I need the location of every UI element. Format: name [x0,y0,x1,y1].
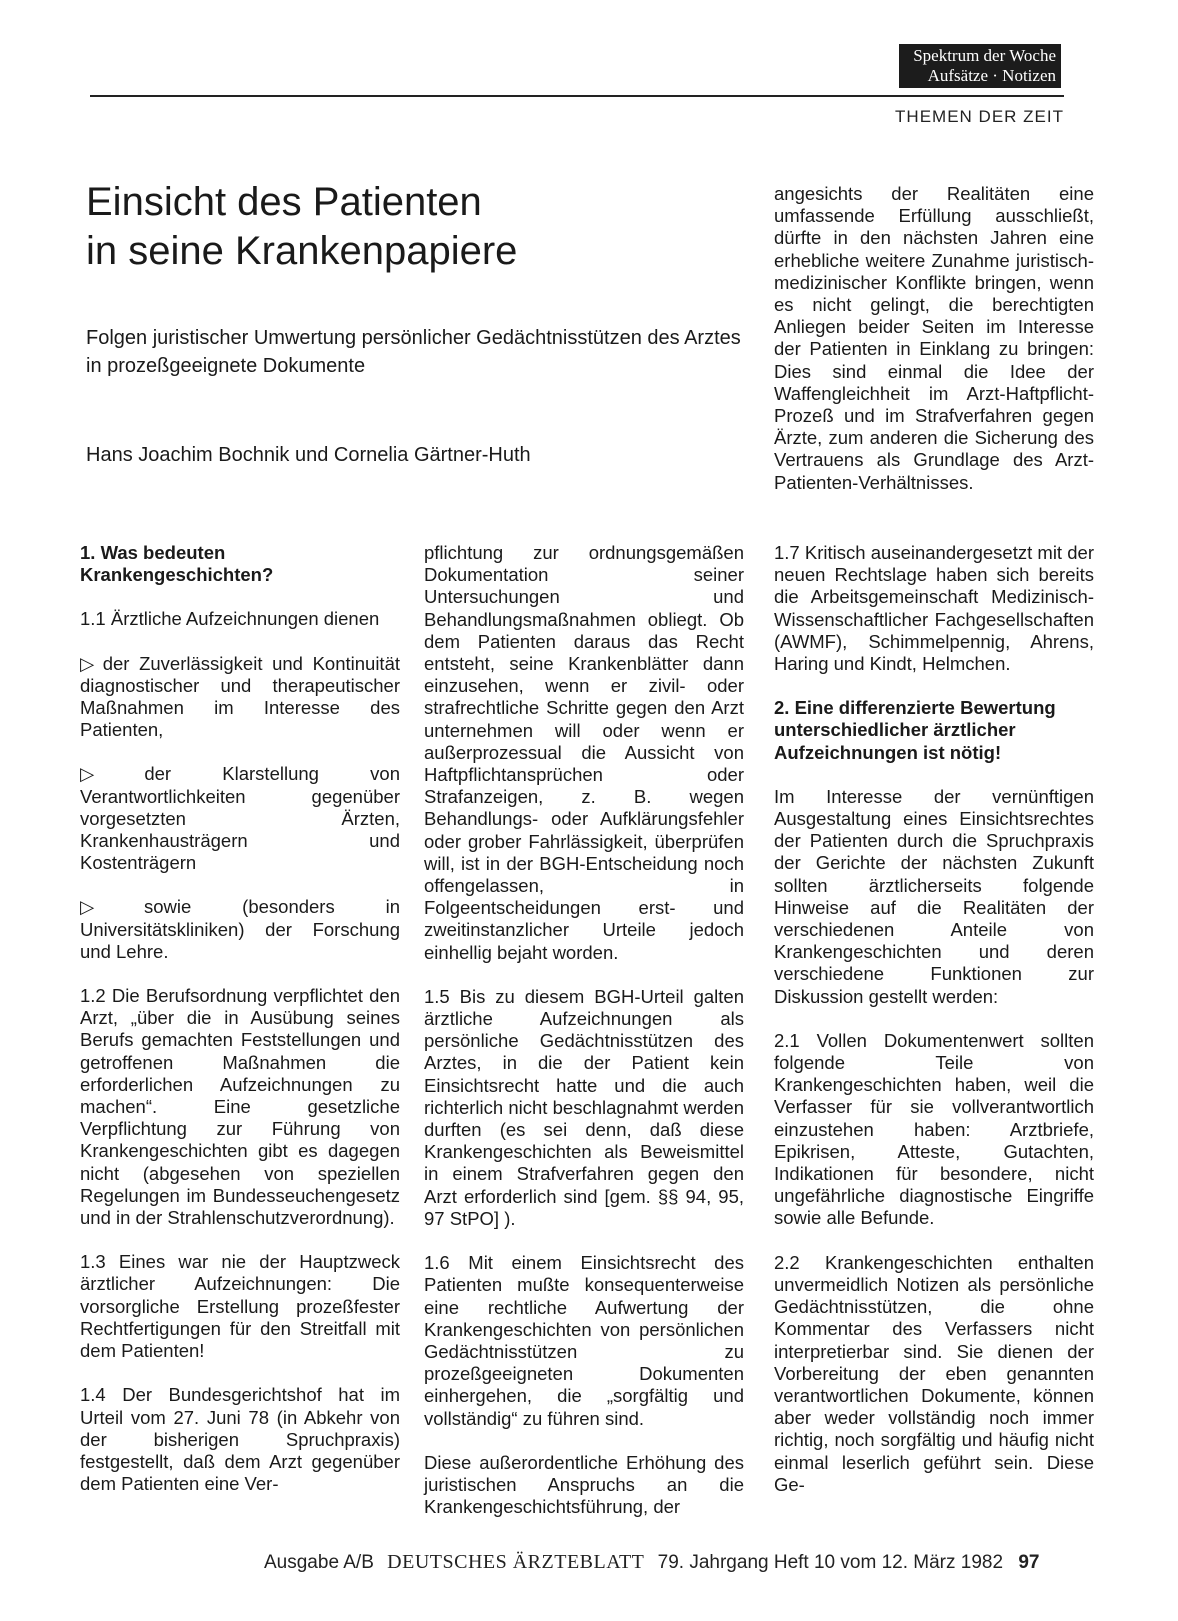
column-2 [424,542,744,1518]
bullet-item-2 [80,763,400,874]
column-1 [80,542,400,1495]
paragraph-1-7: 1.7 Kritisch auseinandergesetzt mit der neuen Rechtslage haben sich bereits die Arbeitsgemeinschaft Medizinisch-Wissenschaftlicher Fachgesellschaften (AWMF), Schimmelpennig, Ahrens, Haring und Kindt, Helmchen. [774,542,1094,675]
footer-issue: 79. Jahrgang Heft 10 vom 12. März 1982 [657,1552,1004,1573]
bullet-text-2: der Klarstellung von Verantwortlichkeiten gegenüber vorgesetzten Ärzten, Krankenhausträgern und Kostenträgern [80,763,400,874]
intro-column [774,183,1094,494]
bullet-item-3 [80,896,400,963]
section-2-heading: 2. Eine differenzierte Bewertung unterschiedlicher ärztlicher Aufzeichnungen ist nötig! [774,697,1056,763]
article-title [86,178,726,276]
badge-line-1: Spektrum der Woche [913,46,1056,65]
header-rule [90,95,1064,97]
section-1-heading: 1. Was bedeuten Krankengeschichten? [80,542,274,586]
paragraph-2-intro: Im Interesse der vernünftigen Ausgestaltung eines Einsichtsrechtes der Patienten durch die Spruchpraxis der Gerichte der nächsten Zukunft sollten ärztlicherseits folgende Hinweise auf die Realitäten der verschiedenen Anteile von Krankengeschichten und deren verschiedene Funktionen zur Diskussion gestellt werden: [774,785,1094,1007]
paragraph-1-6-continued: Diese außerordentliche Erhöhung des juristischen Anspruchs an die Krankengeschichtsführung, der [424,1451,744,1518]
paragraph-1-4-continued: pflichtung zur ordnungsgemäßen Dokumentation seiner Untersuchungen und Behandlungsmaßnahmen obliegt. Ob dem Patienten daraus das Recht entsteht, seine Krankenblätter dann einzusehen, wenn er zivil- oder strafrechtliche Schritte gegen den Arzt unternehmen will oder wenn er außerprozessual die Aussicht von Haftpflichtansprüchen oder Strafanzeigen, z. B. wegen Behandlungs- oder Aufklärungsfehler oder grober Fahrlässigkeit, überprüfen will, ist in der BGH-Entscheidung noch offengelassen, in Folgeentscheidungen erst- und zweitinstanzlicher Urteile jedoch einhellig bejaht worden. [424,542,744,963]
paragraph-1-4: 1.4 Der Bundesgerichtshof hat im Urteil vom 27. Juni 78 (in Abkehr von der bisherigen Spruchpraxis) festgestellt, daß dem Arzt gegenüber dem Patienten eine Ver- [80,1384,400,1495]
paragraph-1-6: 1.6 Mit einem Einsichtsrecht des Patienten mußte konsequenterweise eine rechtliche Aufwertung der Krankengeschichten von persönlichen Gedächtnisstützen zu prozeßgeeigneten Dokumenten einhergehen, die „sorgfältig und vollständig“ zu führen sind. [424,1252,744,1429]
bullet-text-1: der Zuverlässigkeit und Kontinuität diagnostischer und therapeutischer Maßnahmen im Interesse des Patienten, [80,652,400,741]
intro-paragraph: angesichts der Realitäten eine umfassende Erfüllung ausschließt, dürfte in den nächsten Jahren eine erhebliche weitere Zunahme juristisch-medizinischer Konflikte bringen, wenn es nicht gelingt, die berechtigten Anliegen beider Seiten im Interesse der Patienten in Einklang zu bringen: Dies sind einmal die Idee der Waffengleichheit im Arzt-Haftpflicht-Prozeß und im Strafverfahren gegen Ärzte, zum anderen die Sicherung des Vertrauens als Grundlage des Arzt-Patienten-Verhältnisses. [774,183,1094,493]
footer-edition: Ausgabe A/B [264,1552,374,1573]
paragraph-2-1: 2.1 Vollen Dokumentenwert sollten folgende Teile von Krankengeschichten haben, weil die Verfasser für sie vollverantwortlich einzustehen haben: Arztbriefe, Epikrisen, Atteste, Gutachten, Indikationen für besondere, nicht ungefährliche diagnostische Eingriffe sowie alle Befunde. [774,1029,1094,1229]
paragraph-1-3: 1.3 Eines war nie der Hauptzweck ärztlicher Aufzeichnungen: Die vorsorgliche Erstellung prozeßfester Rechtfertigungen für den Streitfall mit dem Patienten! [80,1251,400,1362]
section-badge [899,44,1061,88]
paragraph-1-2: 1.2 Die Berufsordnung verpflichtet den Arzt, „über die in Ausübung seines Berufs gemachten Feststellungen und getroffenen Maßnahmen die erforderlichen Aufzeichnungen zu machen“. Eine gesetzliche Verpflichtung zur Führung von Krankengeschichten gibt es dagegen nicht (abgesehen von speziellen Regelungen im Bundesseuchengesetz und in der Strahlenschutzverordnung). [80,985,400,1229]
paragraph-1-1: 1.1 Ärztliche Aufzeichnungen dienen [80,608,380,630]
triangle-bullet-icon: ▷ [80,763,141,785]
article-subtitle: Folgen juristischer Umwertung persönlicher Gedächtnisstützen des Arztes in prozeßgeeignete Dokumente [86,327,741,377]
bullet-item-1 [80,653,400,742]
title-line-1: Einsicht des Patienten [86,180,482,224]
page-footer [264,1551,1039,1574]
footer-journal: DEUTSCHES ÄRZTEBLATT [387,1551,645,1573]
bullet-text-3: sowie (besonders in Universitätskliniken) der Forschung und Lehre. [80,896,401,962]
badge-line-2: Aufsätze · Notizen [927,66,1056,85]
paragraph-1-5: 1.5 Bis zu diesem BGH-Urteil galten ärztliche Aufzeichnungen als persönliche Gedächtnisstützen des Arztes, in die der Patient kein Einsichtsrecht hatte und die auch richterlich nicht beschlagnahmt werden durften (es sei denn, daß diese Krankengeschichten als Beweismittel in einem Strafverfahren gegen den Arzt erforderlich sind [gem. §§ 94, 95, 97 StPO] ). [424,985,744,1229]
title-line-2: in seine Krankenpapiere [86,229,518,273]
triangle-bullet-icon: ▷ [80,896,140,918]
article-authors: Hans Joachim Bochnik und Cornelia Gärtner-Huth [86,444,531,466]
triangle-bullet-icon: ▷ [80,652,99,674]
page-number: 97 [1018,1552,1040,1573]
column-3 [774,542,1094,1496]
paragraph-2-2: 2.2 Krankengeschichten enthalten unvermeidlich Notizen als persönliche Gedächtnisstützen, die ohne Kommentar des Verfassers nicht interpretierbar sind. Sie dienen der Vorbereitung der eben genannten verantwortlichen Dokumente, können aber weder vollständig noch immer richtig, noch sorgfältig und häufig nicht einmal leserlich geführt sein. Diese Ge- [774,1251,1094,1495]
section-label: THEMEN DER ZEIT [895,107,1064,126]
